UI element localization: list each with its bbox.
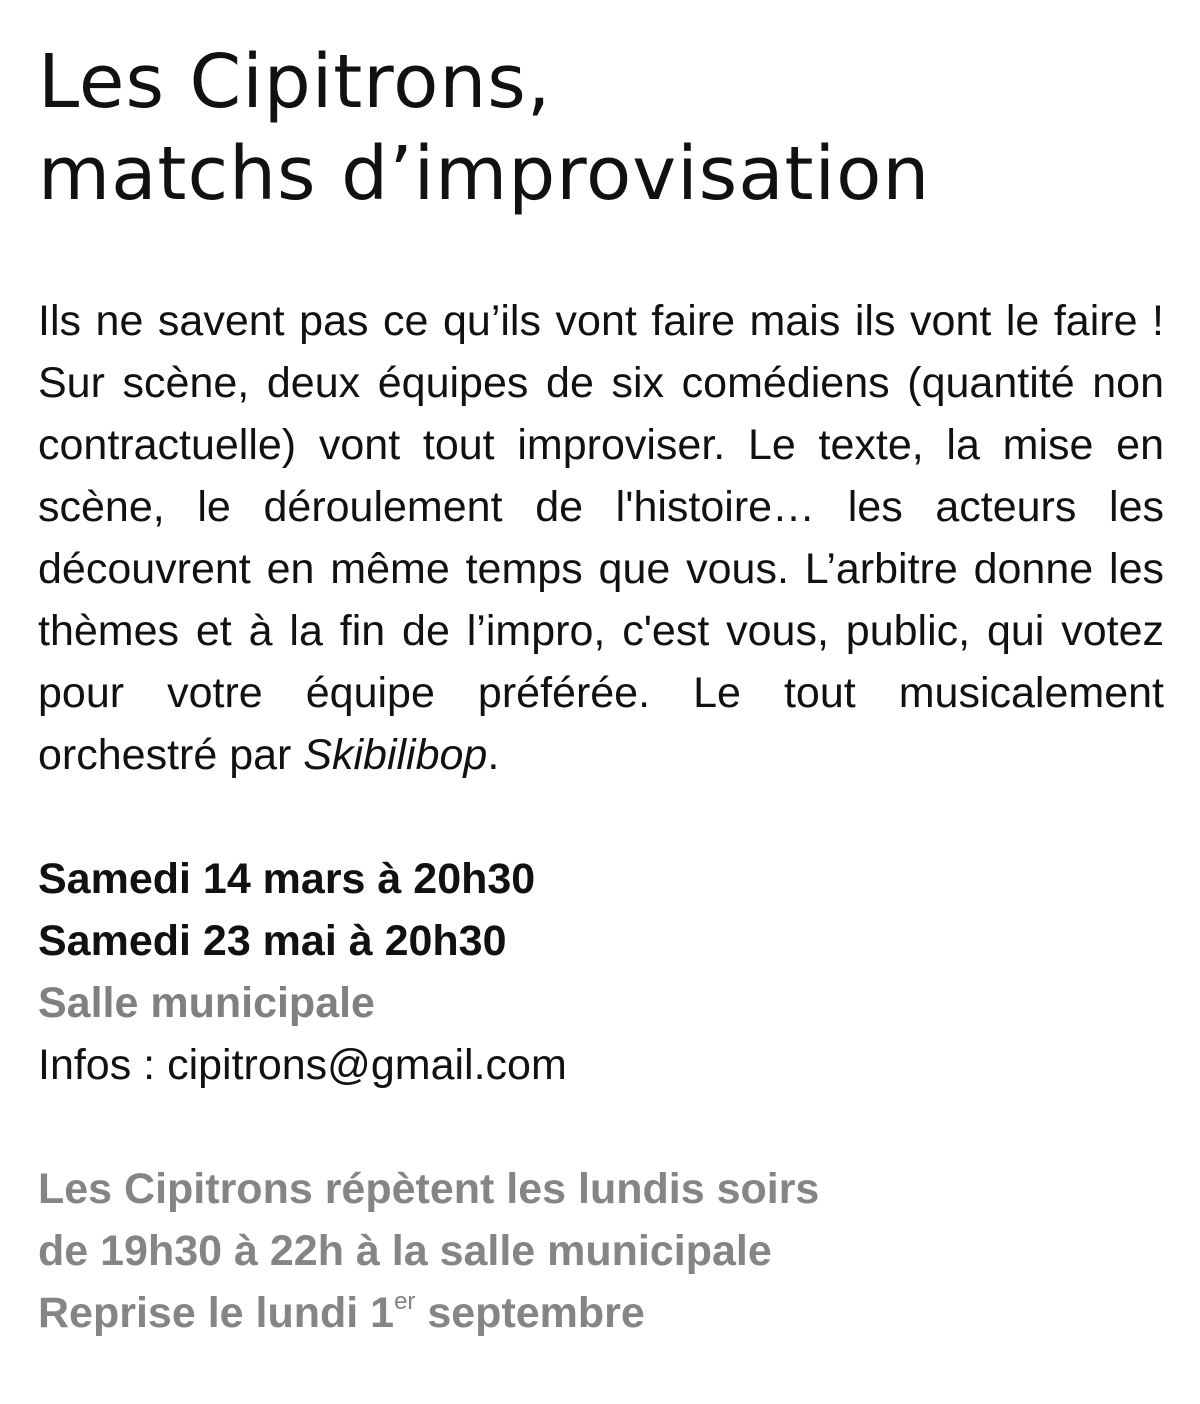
rehearsal-line-3 [38,1282,819,1344]
rehearsal-line-2: de 19h30 à 22h à la salle municipale [38,1227,772,1275]
description-paragraph [38,290,1164,786]
orchestra-name: Skibilibop [303,731,488,779]
venue-label: Salle municipale [38,979,375,1027]
resume-date-text: Reprise le lundi 1 [38,1289,395,1337]
title-line-2: matchs d’improvisation [38,131,931,217]
event-date-2: Samedi 23 mai à 20h30 [38,917,507,965]
rehearsal-line-1: Les Cipitrons répètent les lundis soirs [38,1165,820,1213]
event-date-1: Samedi 14 mars à 20h30 [38,855,536,903]
title-line-1: Les Cipitrons, [38,39,552,125]
ordinal-suffix: er [394,1288,416,1315]
resume-month-text: septembre [415,1289,645,1337]
description-text: Ils ne savent pas ce qu’ils vont faire mais ils vont le faire ! Sur scène, deux équipes de six comédiens (quantité non contractuelle) vont tout improviser. Le texte, la mise en scène, le déroulement de l'histoire… les acteurs les découvrent en même temps que vous. L’arbitre donne les thèmes et à la fin de l’impro, c'est vous, public, qui votez pour votre équipe préférée. Le tout musicalement orchestré par [38,297,1164,779]
rehearsal-info [38,1158,819,1344]
contact-info: Infos : cipitrons@gmail.com [38,1041,567,1089]
event-info [38,848,567,1096]
description-end: . [487,731,500,779]
page-title [38,36,930,220]
